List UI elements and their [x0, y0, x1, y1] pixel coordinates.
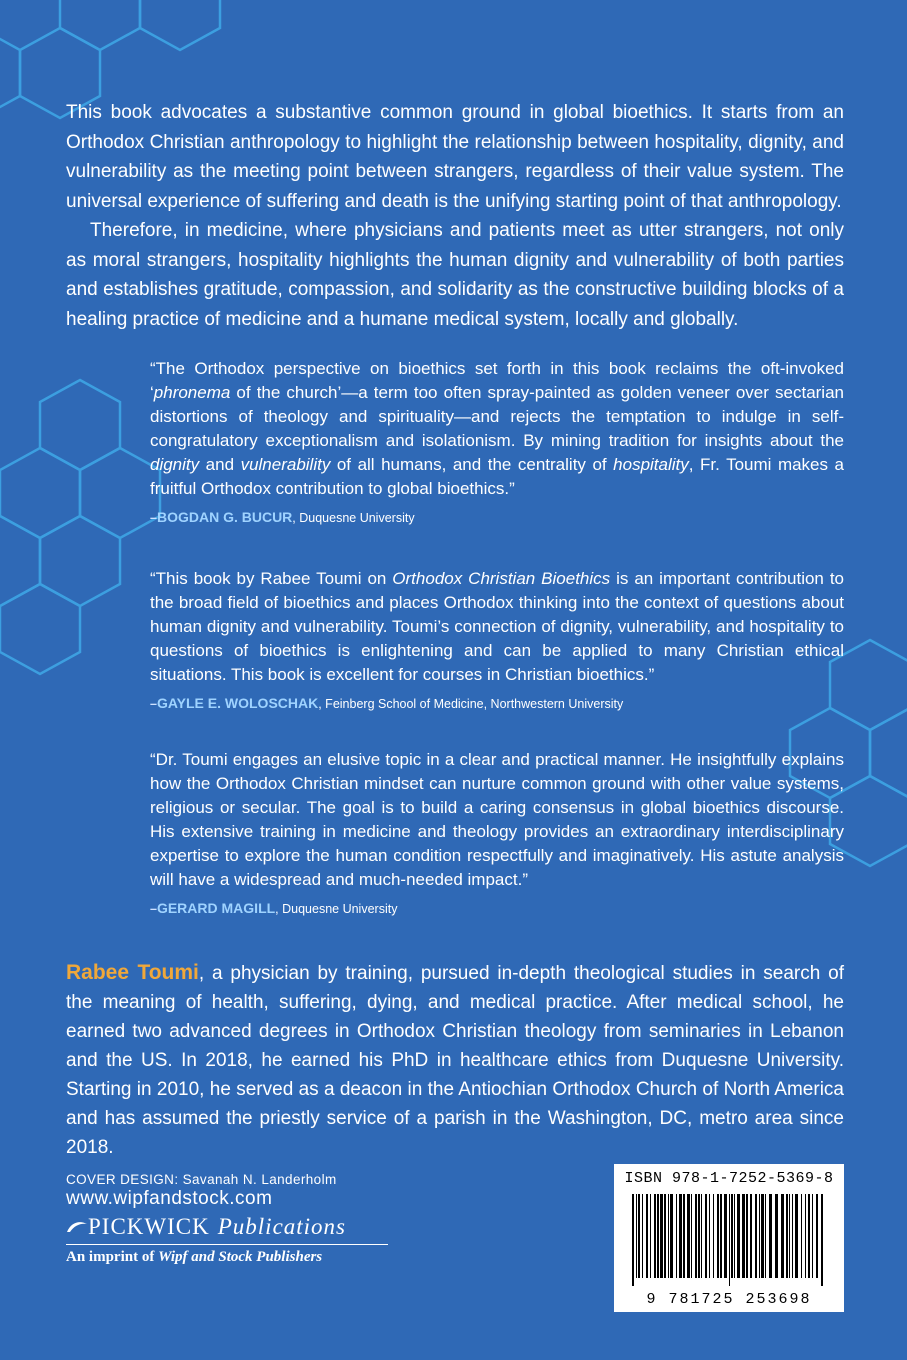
- barcode-bar: [698, 1194, 700, 1278]
- barcode-bar: [759, 1194, 760, 1278]
- barcode-bar: [683, 1194, 685, 1278]
- barcode-bar: [642, 1194, 643, 1278]
- barcode-bar: [808, 1194, 810, 1278]
- barcode-bar: [717, 1194, 719, 1278]
- barcode-bar: [632, 1194, 634, 1286]
- barcode-bar: [691, 1194, 692, 1278]
- description-paragraph-2: Therefore, in medicine, where physicians and patients meet as utter strangers, not only as moral strangers, hospitality highlights the human dignity and vulnerability of both parties and establishes gratitude, compassion, and solidarity as the constructive building blocks of a healing practice of medicine and a humane medical system, locally and globally.: [66, 220, 844, 330]
- barcode-bar: [729, 1194, 730, 1286]
- author-name: Rabee Toumi: [66, 961, 199, 984]
- pickwick-swoosh-icon: [66, 1220, 88, 1234]
- barcode-bar: [695, 1194, 697, 1278]
- barcode-bar: [775, 1194, 778, 1278]
- barcode-bar: [750, 1194, 752, 1278]
- endorser-affiliation: , Duquesne University: [292, 511, 415, 525]
- publisher-name: PICKWICK: [88, 1214, 210, 1239]
- barcode-bar: [709, 1194, 710, 1278]
- barcode-bar: [687, 1194, 690, 1278]
- barcode-bar: [713, 1194, 714, 1278]
- endorser-name: BOGDAN G. BUCUR: [156, 509, 293, 525]
- publisher-logo: [66, 1214, 486, 1240]
- barcode-bar: [746, 1194, 748, 1278]
- isbn-barcode: [614, 1164, 844, 1312]
- barcode-bar: [650, 1194, 651, 1278]
- endorsement-attribution: –GAYLE E. WOLOSCHAK, Feinberg School of Medicine, Northwestern University: [150, 695, 624, 711]
- barcode-bar: [705, 1194, 707, 1278]
- barcode-bar: [805, 1194, 806, 1278]
- barcode-bar: [646, 1194, 648, 1278]
- barcode-bar: [670, 1194, 673, 1278]
- barcode-bar: [679, 1194, 682, 1278]
- barcode-bar: [664, 1194, 666, 1278]
- barcode-bar: [781, 1194, 784, 1278]
- author-bio-text: , a physician by training, pursued in-depth theological studies in search of the meaning of health, suffering, dying, and medical practice. After medical school, he earned two advanced degrees in Orthodox Christian theology from seminaries in Lebanon and the US. In 2018, he earned his PhD in healthcare ethics from Duquesne University. Starting in 2010, he served as a deacon in the Antiochian Orthodox Church of North America and has assumed the priestly service of a parish in the Washington, DC, metro area since 2018.: [66, 963, 844, 1158]
- barcode-bar: [742, 1194, 745, 1278]
- endorser-name: GERARD MAGILL: [156, 900, 276, 916]
- endorser-name: GAYLE E. WOLOSCHAK: [156, 695, 319, 711]
- imprint-line: An imprint of Wipf and Stock Publishers: [66, 1249, 323, 1265]
- barcode-bar: [731, 1194, 733, 1278]
- endorser-affiliation: , Feinberg School of Medicine, Northwestern University: [318, 697, 624, 711]
- barcode-bar: [720, 1194, 722, 1278]
- barcode-bar: [816, 1194, 818, 1278]
- barcode-digits: 9 781725 253698: [646, 1291, 812, 1308]
- barcode-bar: [701, 1194, 702, 1278]
- barcode-bar: [755, 1194, 757, 1278]
- author-bio: [66, 958, 844, 1162]
- endorsement-text: “Dr. Toumi engages an elusive topic in a clear and practical manner. He insightfully explains how the Orthodox Christian mindset can nurture common ground with other value systems, religious or secular. The goal is to build a caring consensus in global bioethics discourse. His extensive training in medicine and theology provides an extraordinary interdisciplinary expertise to explore the human condition respectfully and imaginatively. His astute analysis will have a widespread and much-needed impact.”: [150, 750, 844, 889]
- barcode-bar: [769, 1194, 772, 1278]
- barcode-bar: [734, 1194, 735, 1278]
- barcode-bar: [765, 1194, 766, 1278]
- barcode-bar: [654, 1194, 656, 1278]
- description-paragraph-1: This book advocates a substantive common ground in global bioethics. It starts from an Orthodox Christian anthropology to highlight the relationship between hospitality, dignity, and vulnerability as the meeting point between strangers, regardless of their value system. The universal experience of suffering and death is the unifying starting point of that anthropology.: [66, 102, 844, 212]
- barcode-bar: [638, 1194, 640, 1278]
- endorsement-attribution: –BOGDAN G. BUCUR, Duquesne University: [150, 509, 415, 525]
- barcode-bar: [724, 1194, 727, 1278]
- barcode-bar: [821, 1194, 823, 1286]
- barcode-bar: [792, 1194, 793, 1278]
- publisher-website: www.wipfandstock.com: [66, 1188, 273, 1209]
- endorsement-text: “This book by Rabee Toumi on Orthodox Christian Bioethics is an important contribution to the broad field of bioethics and places Orthodox thinking into the context of questions about human dignity and vulnerability. Toumi’s connection of dignity, vulnerability, and hospitality to questions of bioethics is enlightening and can be applied to many Christian ethical situations. This book is excellent for courses in Christian bioethics.”: [150, 569, 844, 684]
- endorser-affiliation: , Duquesne University: [275, 902, 398, 916]
- publisher-credits: [66, 1172, 486, 1266]
- endorsement-bucur: [150, 357, 844, 530]
- divider: [66, 1244, 388, 1245]
- endorsement-text: “The Orthodox perspective on bioethics set forth in this book reclaims the oft-invoked ‘phronema of the church’—a term too often spray-painted as golden veneer over sectarian distortions of theology and spirituality—and rejects the temptation to indulge in self-congratulatory exceptionalism and isolationism. By mining tradition for insights about the dignity and vulnerability of all humans, and the centrality of hospitality, Fr. Toumi makes a fruitful Orthodox contribution to global bioethics.”: [150, 359, 845, 498]
- barcode-bar: [789, 1194, 790, 1278]
- barcode-bar: [668, 1194, 669, 1278]
- barcode-bar: [676, 1194, 677, 1278]
- barcode-bar: [795, 1194, 798, 1278]
- barcode-bar: [737, 1194, 740, 1278]
- barcode-bar: [786, 1194, 788, 1278]
- endorsement-magill: [150, 748, 844, 921]
- publisher-name-italic: Publications: [217, 1214, 347, 1239]
- barcode-bar: [761, 1194, 764, 1278]
- endorsement-woloschak: [150, 567, 844, 716]
- barcode-bar: [801, 1194, 802, 1278]
- barcode-bar: [812, 1194, 813, 1278]
- barcode-bar: [636, 1194, 637, 1278]
- barcode-bar: [660, 1194, 663, 1278]
- barcode-bar: [657, 1194, 659, 1278]
- barcode-bars: [624, 1194, 834, 1286]
- isbn-label: ISBN 978-1-7252-5369-8: [624, 1170, 834, 1187]
- book-description: [66, 98, 844, 334]
- endorsement-attribution: –GERARD MAGILL, Duquesne University: [150, 900, 398, 916]
- cover-design-credit: COVER DESIGN: Savanah N. Landerholm: [66, 1172, 337, 1187]
